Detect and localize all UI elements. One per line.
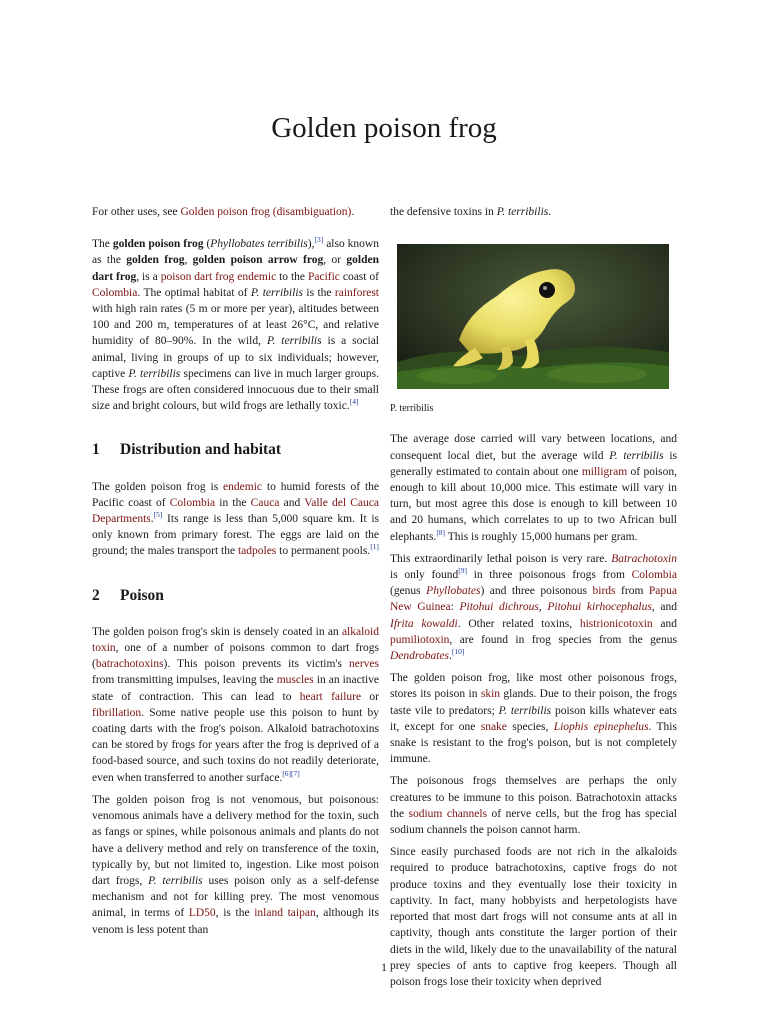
right-column — [390, 204, 677, 996]
citation[interactable]: [5] — [153, 510, 163, 520]
hatnote-text: For other uses, see — [92, 206, 181, 218]
poison-paragraph-1: The golden poison frog's skin is densely coated in an alkaloid toxin, one of a number of poisons common to dart frogs (batrachotoxins). This poison prevents its victim's nerves from transmitting impulses, leaving the muscles in an inactive state of contraction. This can lead to heart failure or fibrillation. Some native people use this poison to hunt by coating darts with the frog's poison. Alkaloid batrachotoxins can be stored by frogs for years after the frog is deprived of a food-based source, and such toxins do not readily deteriorate, even when transferred to another surface.[6][7] — [92, 625, 379, 784]
link-nerves[interactable]: nerves — [348, 658, 379, 671]
link-pumiliotoxin[interactable]: pumiliotoxin — [390, 633, 450, 646]
link-cauca[interactable]: Cauca — [250, 496, 280, 509]
bold-term: golden poison frog — [112, 238, 204, 251]
distribution-paragraph: The golden poison frog is endemic to humid forests of the Pacific coast of Colombia in the Cauca and Valle del Cauca Departments.[5] Its range is less than 5,000 square km. It is only known from primary forest. The eggs are laid on the ground; the males transport the tadpoles to permanent pools.[1] — [92, 480, 379, 558]
page-number: 1 — [381, 960, 387, 974]
link-rainforest[interactable]: rainforest — [334, 286, 379, 299]
citation[interactable]: [8] — [436, 527, 446, 537]
continued-paragraph: the defensive toxins in P. terribilis. — [390, 206, 552, 218]
frog-photo — [397, 244, 669, 389]
link-dendrobates[interactable]: Dendrobates — [390, 650, 449, 663]
page-title: Golden poison frog — [271, 112, 497, 144]
citation[interactable]: [10] — [451, 647, 465, 657]
link-tadpoles[interactable]: tadpoles — [237, 545, 277, 558]
section-heading-poison: 2 Poison — [92, 586, 164, 604]
link-phyllobates[interactable]: Phyllobates — [426, 585, 481, 598]
link-pitohui-kirhocephalus[interactable]: Pitohui kirhocephalus — [547, 601, 652, 614]
rarity-paragraph: This extraordinarily lethal poison is very rare. Batrachotoxin is only found[9] in three poisonous frogs from Colombia (genus Phyllobates) and three poisonous birds from Papua New Guinea: Pitohui dichrous, Pitohui kirhocephalus, and Ifrita kowaldi. Other related toxins, histrionicotoxin and pumiliotoxin, are found in frog species from the genus Dendrobates.[10] — [390, 552, 678, 663]
link-pacific[interactable]: Pacific — [307, 270, 340, 283]
link-ifrita-kowaldi[interactable]: Ifrita kowaldi — [390, 617, 458, 630]
link-endemic[interactable]: endemic — [223, 480, 262, 493]
link-inland-taipan[interactable]: inland taipan — [254, 907, 316, 920]
citation[interactable]: [6][7] — [282, 768, 300, 778]
intro-paragraph: The golden poison frog (Phyllobates terribilis),[3] also known as the golden frog, golden poison arrow frog, or golden dart frog, is a poison dart frog endemic to the Pacific coast of Colombia. The optimal habitat of P. terribilis is the rainforest with high rain rates (5 m or more per year), altitudes between 100 and 200 m, temperatures of at least 26°C, and relative humidity of 80–90%. In the wild, P. terribilis is a social animal, living in groups of up to six individuals; however, captive P. terribilis specimens can live in much larger groups. These frogs are often considered innocuous due to their small size and bright colours, but wild frogs are lethally toxic.[4] — [92, 235, 380, 413]
link-liophis-epinephelus[interactable]: Liophis epinephelus — [553, 720, 649, 733]
hatnote — [92, 204, 379, 220]
link-papua-new-guinea[interactable]: Papua New Guinea — [390, 585, 677, 614]
link-batrachotoxin[interactable]: Batrachotoxin — [611, 552, 677, 565]
link-endemic[interactable]: endemic — [237, 270, 277, 283]
link-colombia[interactable]: Colombia — [631, 569, 677, 582]
link-colombia[interactable]: Colombia — [169, 496, 216, 509]
link-batrachotoxins[interactable]: batrachotoxins — [95, 658, 164, 671]
citation[interactable]: [4] — [349, 397, 359, 407]
link-birds[interactable]: birds — [592, 585, 616, 598]
hatnote-text: . — [351, 206, 355, 218]
link-milligram[interactable]: milligram — [581, 465, 628, 478]
citation[interactable]: [1] — [370, 542, 379, 552]
link-ld50[interactable]: LD50 — [188, 907, 216, 920]
citation[interactable]: [3] — [314, 235, 324, 245]
bold-term: golden frog — [126, 254, 185, 267]
italic-term: Phyllobates terribilis — [210, 238, 308, 251]
link-fibrillation[interactable]: fibrillation — [92, 706, 142, 719]
captivity-paragraph: Since easily purchased foods are not rich in the alkaloids required to produce batrachotoxins, captive frogs do not produce toxins and they eventually lose their toxicity in captivity. In fact, many hobbyists and herpetologists have reported that most dart frogs will not consume ants at all in captivity, though ants constitute the larger portion of their diets in the wild, likely due to the unavailability of the natural prey species of ants to captive frog keepers. Though all poison frogs lose their toxicity when deprived — [390, 846, 677, 988]
immunity-paragraph: The poisonous frogs themselves are perhaps the only creatures to be immune to this poison. Batrachotoxin attacks the sodium channels of nerve cells, but the frog has special sodium channels the poison cannot harm. — [390, 775, 677, 837]
link-poison-dart-frog[interactable]: poison dart frog — [160, 270, 235, 283]
bold-term: golden dart frog — [92, 254, 379, 283]
skin-paragraph: The golden poison frog, like most other poisonous frogs, stores its poison in skin glands. Due to their poison, the frogs taste vile to predators; P. terribilis poison kills whatever eats it, except for one snake species, Liophis epinephelus. This snake is resistant to the frog's poison, but is not completely immune. — [390, 672, 677, 766]
left-column — [92, 204, 379, 944]
link-histrionicotoxin[interactable]: histrionicotoxin — [579, 617, 653, 630]
link-colombia[interactable]: Colombia — [92, 286, 138, 299]
link-skin[interactable]: skin — [480, 688, 501, 701]
link-valle-del-cauca[interactable]: Valle del Cauca Departments — [92, 496, 379, 526]
bold-term: golden poison arrow frog — [192, 254, 324, 267]
section-heading-distribution: 1 Distribution and habitat — [92, 441, 282, 459]
link-sodium-channels[interactable]: sodium channels — [408, 807, 488, 820]
disambiguation-link[interactable]: Golden poison frog (disambiguation) — [180, 206, 352, 218]
link-snake[interactable]: snake — [480, 720, 507, 733]
link-alkaloid-toxin[interactable]: alkaloid toxin — [92, 625, 379, 655]
link-muscles[interactable]: muscles — [276, 674, 314, 687]
poison-paragraph-2: The golden poison frog is not venomous, but poisonous: venomous animals have a delivery method for the toxin, such as fangs or spines, while poisonous animals and plants do not have a delivery method and rely on transference of the toxin, typically by, but not limited to, ingestion. Like most poison dart frogs, P. terribilis uses poison only as a self-defense mechanism and not for killing prey. The most venomous animal, in terms of LD50, is the inland taipan, although its venom is less potent than — [92, 793, 380, 936]
citation[interactable]: [9] — [458, 566, 468, 576]
figure-caption: P. terribilis — [390, 403, 434, 415]
link-heart-failure[interactable]: heart failure — [299, 690, 362, 703]
link-pitohui-dichrous[interactable]: Pitohui dichrous — [459, 601, 539, 614]
dose-paragraph: The average dose carried will vary between locations, and consequent local diet, but the average wild P. terribilis is generally estimated to contain about one milligram of poison, enough to kill about 10,000 mice. This estimate will vary in turn, but most agree this dose is enough to kill between 10 and 20 humans, which correlates to up to two African bull elephants.[8] This is roughly 15,000 humans per gram. — [390, 433, 678, 543]
